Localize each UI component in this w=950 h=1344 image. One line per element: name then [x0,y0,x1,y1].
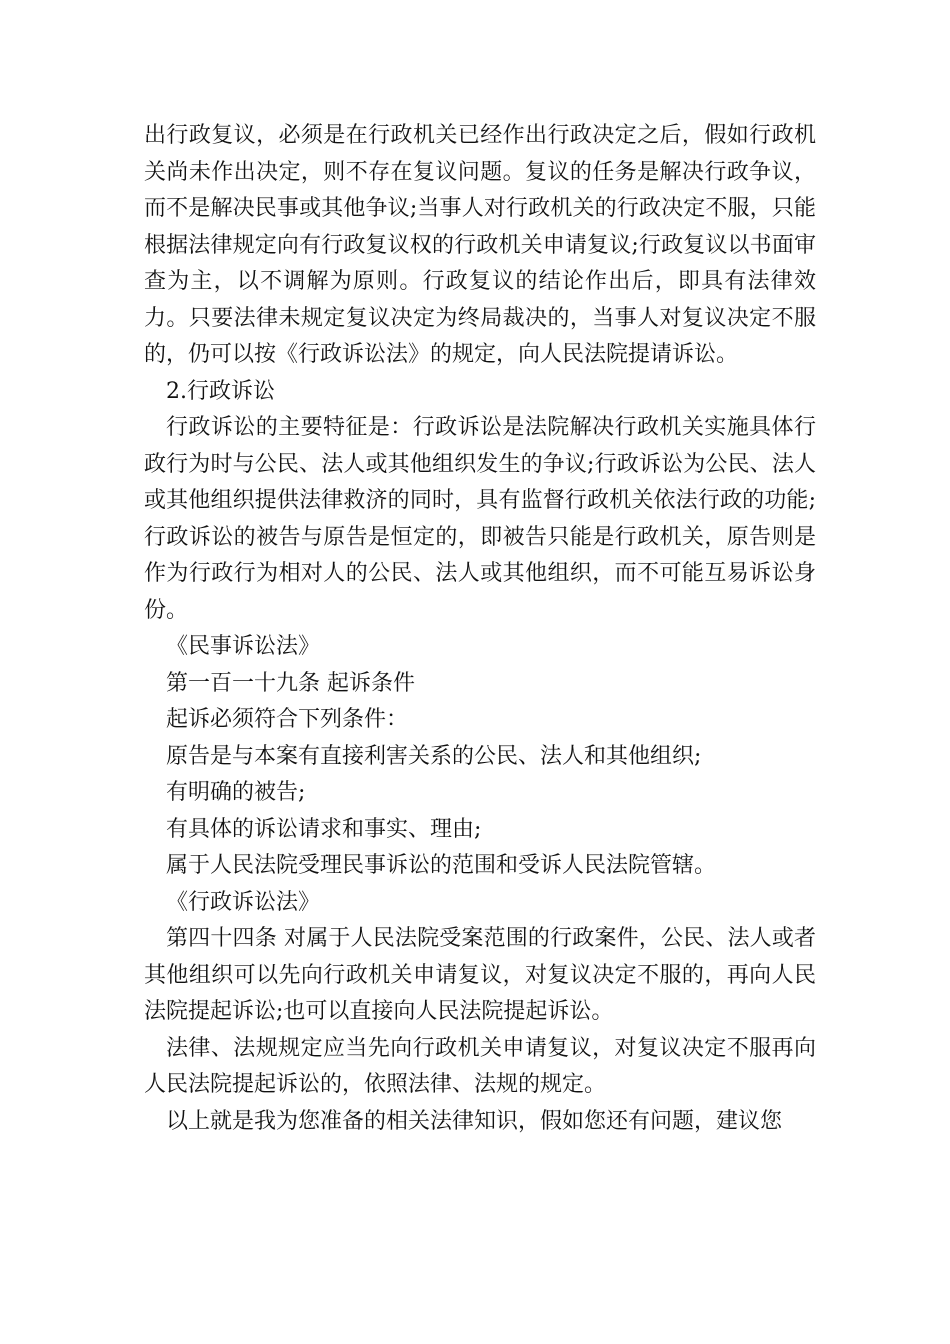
paragraph-admin-review: 出行政复议，必须是在行政机关已经作出行政决定之后，假如行政机关尚未作出决定，则不存在复议问题。复议的任务是解决行政争议，而不是解决民事或其他争议;当事人对行政机关的行政决定不服，只能根据法律规定向有行政复议权的行政机关申请复议;行政复议以书面审查为主，以不调解为原则。行政复议的结论作出后，即具有法律效力。只要法律未规定复议决定为终局裁决的，当事人对复议决定不服的，仍可以按《行政诉讼法》的规定，向人民法院提请诉讼。 [144,123,816,367]
condition-claims: 有具体的诉讼请求和事实、理由; [166,816,482,842]
article-119-heading: 第一百一十九条 起诉条件 [166,670,415,696]
article-119-intro: 起诉必须符合下列条件： [166,707,409,732]
law-title-admin-litigation: 《行政诉讼法》 [166,889,321,915]
article-44-text: 第四十四条 对属于人民法院受案范围的行政案件，公民、法人或者其他组织可以先向行政机关申请复议，对复议决定不服的，再向人民法院提起诉讼;也可以直接向人民法院提起诉讼。 [144,926,816,1024]
article-44-second-clause: 法律、法规规定应当先向行政机关申请复议，对复议决定不服再向人民法院提起诉讼的，依照法律、法规的规定。 [144,1035,816,1097]
paragraph-admin-litigation-features: 行政诉讼的主要特征是：行政诉讼是法院解决行政机关实施具体行政行为时与公民、法人或其他组织发生的争议;行政诉讼为公民、法人或其他组织提供法律救济的同时，具有监督行政机关依法行政的功能;行政诉讼的被告与原告是恒定的，即被告只能是行政机关，原告则是作为行政行为相对人的公民、法人或其他组织，而不可能互易诉讼身份。 [144,415,816,623]
condition-jurisdiction: 属于人民法院受理民事诉讼的范围和受诉人民法院管辖。 [166,853,717,878]
law-title-civil-procedure: 《民事诉讼法》 [166,634,321,659]
document-body [144,118,816,1140]
section-heading-admin-litigation: 2.行政诉讼 [166,378,275,404]
condition-defendant: 有明确的被告; [166,780,306,805]
closing-paragraph: 以上就是我为您准备的相关法律知识，假如您还有问题，建议您 [166,1108,783,1134]
condition-plaintiff: 原告是与本案有直接利害关系的公民、法人和其他组织; [166,743,702,769]
